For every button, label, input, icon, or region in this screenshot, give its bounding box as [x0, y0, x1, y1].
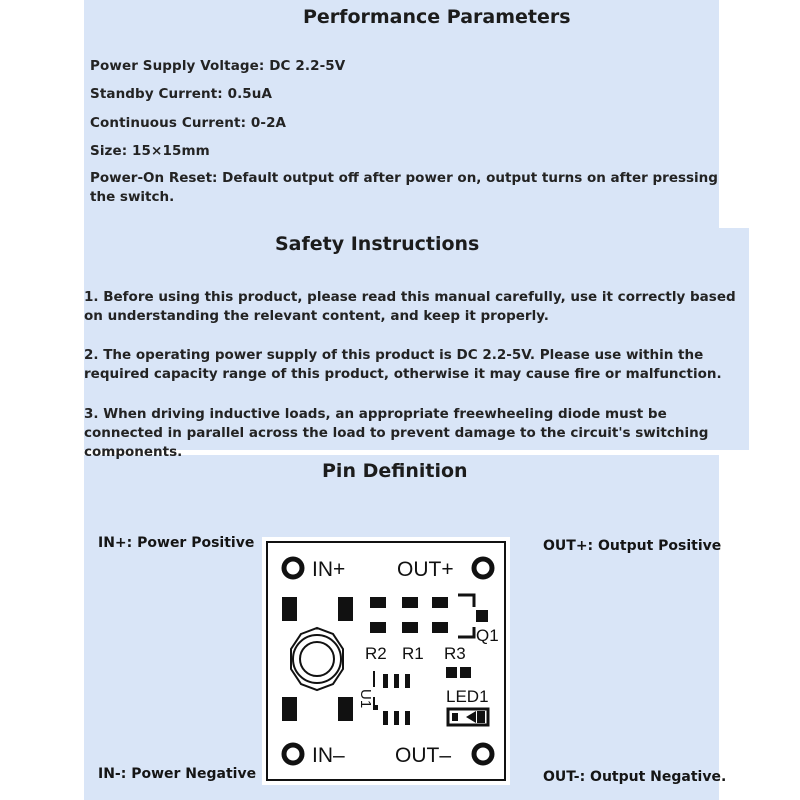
pin-label-out-plus: OUT+: Output Positive	[543, 538, 722, 554]
spec-voltage: Power Supply Voltage: DC 2.2-5V	[90, 58, 346, 74]
pad-out-plus	[474, 559, 492, 577]
r2-footprint	[370, 597, 386, 633]
pin-label-out-minus: OUT-: Output Negative.	[543, 769, 727, 785]
spec-power-on-reset: Power-On Reset: Default output off after power on, output turns on after pressing the switch.	[90, 170, 718, 205]
performance-title: Performance Parameters	[303, 6, 571, 28]
pcb-board	[262, 537, 510, 785]
silk-q1: Q1	[476, 626, 499, 645]
silk-led1: LED1	[446, 687, 489, 706]
spec-standby-current: Standby Current: 0.5uA	[90, 86, 273, 102]
pad-in-minus	[284, 745, 302, 763]
r3-footprint	[432, 597, 448, 633]
silk-in-minus: IN–	[312, 744, 345, 767]
u1-footprint	[373, 674, 410, 725]
pcb-silkscreen	[262, 537, 510, 785]
pad-out-minus	[474, 745, 492, 763]
silk-out-minus: OUT–	[395, 744, 452, 767]
pad-in-plus	[284, 559, 302, 577]
switch-footprint	[282, 597, 353, 721]
silk-in-plus: IN+	[312, 558, 346, 581]
pin-label-in-plus: IN+: Power Positive	[98, 535, 255, 551]
q1-pad	[476, 610, 488, 622]
r1-footprint	[402, 597, 418, 633]
pin-label-in-minus: IN-: Power Negative	[98, 766, 257, 782]
silk-r1: R1	[402, 644, 424, 663]
led1-footprint	[446, 667, 471, 678]
led-polarity-marker	[448, 709, 488, 725]
silk-r2: R2	[365, 644, 387, 663]
silk-r3: R3	[444, 644, 466, 663]
safety-item-1: 1. Before using this product, please read this manual carefully, use it correctly based on understanding the relevant content, and keep it properly.	[84, 289, 736, 324]
spec-continuous-current: Continuous Current: 0-2A	[90, 115, 287, 131]
pin-definition-title: Pin Definition	[322, 460, 468, 482]
safety-title: Safety Instructions	[275, 233, 480, 255]
silk-out-plus: OUT+	[397, 558, 454, 581]
silk-u1: U1	[357, 689, 374, 709]
safety-item-2: 2. The operating power supply of this product is DC 2.2-5V. Please use within the required capacity range of this product, otherwise it may cause fire or malfunction.	[84, 347, 722, 382]
safety-item-3: 3. When driving inductive loads, an appropriate freewheeling diode must be connected in parallel across the load to prevent damage to the circuit's switching components.	[84, 406, 709, 460]
spec-size: Size: 15×15mm	[90, 143, 210, 159]
q1-footprint	[458, 595, 474, 637]
